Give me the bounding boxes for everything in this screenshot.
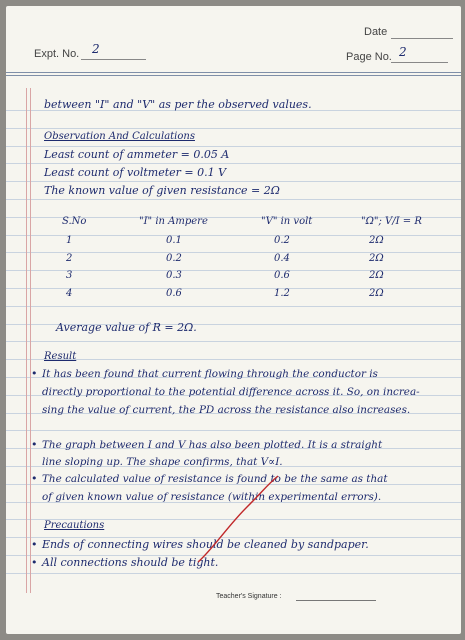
date-line (391, 38, 453, 39)
table-cell: 0.6 (166, 288, 182, 299)
page-label: Page No. (346, 51, 392, 63)
ruled-line (6, 199, 461, 200)
observation-line: The known value of given resistance = 2Ω (44, 184, 280, 197)
bullet-icon: • (31, 472, 38, 485)
observation-line: Least count of ammeter = 0.05 A (44, 148, 230, 161)
observation-heading: Observation And Calculations (44, 131, 195, 142)
table-header-resistance: "Ω"; V/I = R (361, 216, 422, 227)
table-header-sno: S.No (62, 216, 87, 227)
table-cell: 2Ω (369, 235, 384, 246)
top-double-rule (6, 72, 461, 73)
date-label: Date (364, 26, 388, 38)
result-line: of given known value of resistance (within experimental errors). (42, 491, 382, 503)
margin-line-2 (30, 88, 31, 593)
ruled-line (6, 270, 461, 271)
observation-line: Least count of voltmeter = 0.1 V (44, 166, 227, 179)
result-line: The graph between I and V has also been plotted. It is a straight (42, 439, 383, 451)
table-cell: 3 (66, 270, 73, 281)
page-line (391, 62, 448, 63)
average-line: Average value of R = 2Ω. (56, 321, 197, 334)
table-cell: 2Ω (369, 253, 384, 264)
bullet-icon: • (31, 438, 38, 451)
ruled-line (6, 235, 461, 236)
table-cell: 0.3 (166, 270, 182, 281)
table-cell: 2Ω (369, 288, 384, 299)
table-header-current: "I" in Ampere (139, 216, 208, 227)
ruled-line (6, 146, 461, 147)
result-heading: Result (44, 351, 77, 362)
teacher-signature-label: Teacher's Signature : (216, 593, 282, 600)
ruled-line (6, 573, 461, 574)
ruled-line (6, 341, 461, 342)
table-cell: 2Ω (369, 270, 384, 281)
expt-value: 2 (92, 42, 100, 56)
ruled-line (6, 306, 461, 307)
ruled-line (6, 181, 461, 182)
ruled-line (6, 430, 461, 431)
table-cell: 1 (66, 235, 73, 246)
table-cell: 0.2 (274, 235, 290, 246)
top-double-rule-2 (6, 75, 461, 76)
table-cell: 2 (66, 253, 73, 264)
margin-line (26, 88, 27, 593)
table-cell: 4 (66, 288, 73, 299)
precaution-line: All connections should be tight. (42, 556, 219, 569)
result-line: sing the value of current, the PD across the resistance also increases. (42, 404, 411, 416)
signature-line (296, 600, 376, 601)
table-cell: 0.4 (274, 253, 290, 264)
precaution-line: Ends of connecting wires should be cleaned by sandpaper. (42, 538, 369, 551)
result-line: It has been found that current flowing through the conductor is (42, 368, 378, 380)
intro-line: between "I" and "V" as per the observed values. (44, 98, 312, 111)
table-cell: 1.2 (274, 288, 290, 299)
notebook-page (6, 6, 461, 634)
bullet-icon: • (31, 556, 38, 569)
bullet-icon: • (31, 367, 38, 380)
ruled-line (6, 288, 461, 289)
ruled-line (6, 128, 461, 129)
expt-line (81, 59, 146, 60)
table-cell: 0.6 (274, 270, 290, 281)
result-line: The calculated value of resistance is found to be the same as that (42, 473, 388, 485)
table-header-voltage: "V" in volt (261, 216, 313, 227)
precautions-heading: Precautions (44, 520, 105, 531)
page-value: 2 (399, 45, 407, 59)
table-cell: 0.2 (166, 253, 182, 264)
table-cell: 0.1 (166, 235, 182, 246)
ruled-line (6, 163, 461, 164)
bullet-icon: • (31, 538, 38, 551)
ruled-line (6, 252, 461, 253)
result-line: directly proportional to the potential difference across it. So, on increa- (42, 386, 420, 398)
result-line: line sloping up. The shape confirms, that V∝I. (42, 456, 283, 468)
expt-label: Expt. No. (34, 48, 80, 60)
